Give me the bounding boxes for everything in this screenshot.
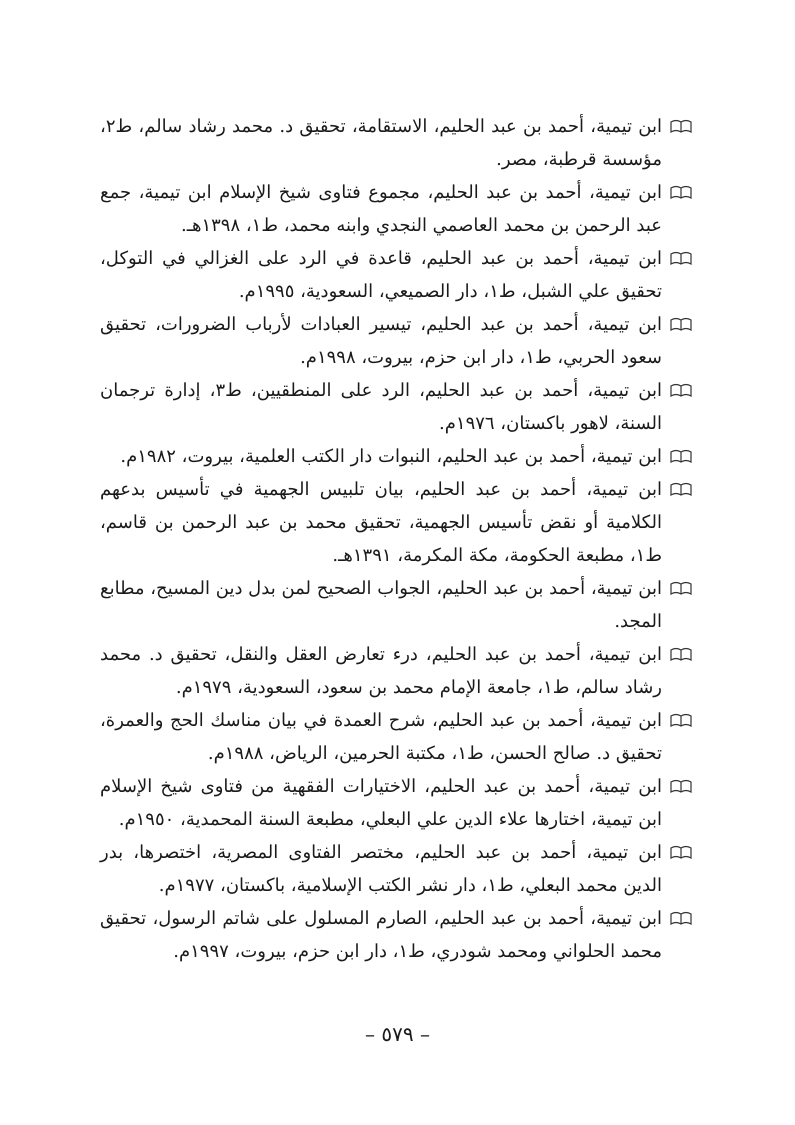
reference-text: ابن تيمية، أحمد بن عبد الحليم، الاستقامة، تحقيق د. محمد رشاد سالم، ط٢، مؤسسة قرطبة، مصر. — [100, 116, 662, 170]
reference-text: ابن تيمية، أحمد بن عبد الحليم، تيسير العبادات لأرباب الضرورات، تحقيق سعود الحربي، ط١، دار ابن حزم، بيروت، ١٩٩٨م. — [100, 314, 662, 368]
open-book-icon — [670, 482, 692, 496]
reference-entry — [100, 242, 692, 308]
reference-text: ابن تيمية، أحمد بن عبد الحليم، بيان تلبيس الجهمية في تأسيس بدعهم الكلامية أو نقض تأسيس الجهمية، تحقيق محمد بن عبد الرحمن بن قاسم، ط١، مطبعة الحكومة، مكة المكرمة، ١٣٩١هـ. — [100, 479, 662, 566]
reference-text: ابن تيمية، أحمد بن عبد الحليم، الجواب الصحيح لمن بدل دين المسيح، مطابع المجد. — [100, 578, 662, 632]
open-book-icon — [670, 845, 692, 859]
reference-entry — [100, 374, 692, 440]
open-book-icon — [670, 779, 692, 793]
reference-entry — [100, 836, 692, 902]
reference-text: ابن تيمية، أحمد بن عبد الحليم، درء تعارض العقل والنقل، تحقيق د. محمد رشاد سالم، ط١، جامعة الإمام محمد بن سعود، السعودية، ١٩٧٩م. — [100, 644, 662, 698]
reference-entry — [100, 704, 692, 770]
open-book-icon — [670, 317, 692, 331]
open-book-icon — [670, 185, 692, 199]
reference-text: ابن تيمية، أحمد بن عبد الحليم، شرح العمدة في بيان مناسك الحج والعمرة، تحقيق د. صالح الحسن، ط١، مكتبة الحرمين، الرياض، ١٩٨٨م. — [100, 710, 662, 764]
open-book-icon — [670, 383, 692, 397]
reference-text: ابن تيمية، أحمد بن عبد الحليم، الرد على المنطقيين، ط٣، إدارة ترجمان السنة، لاهور باكستان، ١٩٧٦م. — [100, 380, 662, 434]
reference-entry — [100, 473, 692, 572]
reference-text: ابن تيمية، أحمد بن عبد الحليم، الصارم المسلول على شاتم الرسول، تحقيق محمد الحلواني ومحمد شودري، ط١، دار ابن حزم، بيروت، ١٩٩٧م. — [100, 908, 662, 962]
open-book-icon — [670, 647, 692, 661]
open-book-icon — [670, 713, 692, 727]
reference-text: ابن تيمية، أحمد بن عبد الحليم، الاختيارات الفقهية من فتاوى شيخ الإسلام ابن تيمية، اختارها علاء الدين علي البعلي، مطبعة السنة المحمدية، ١٩٥٠م. — [100, 776, 662, 830]
open-book-icon — [670, 251, 692, 265]
references-list — [100, 110, 692, 968]
open-book-icon — [670, 911, 692, 925]
open-book-icon — [670, 119, 692, 133]
open-book-icon — [670, 581, 692, 595]
page-number: – ٥٧٩ – — [365, 1022, 430, 1046]
reference-entry — [100, 440, 692, 473]
reference-text: ابن تيمية، أحمد بن عبد الحليم، مختصر الفتاوى المصرية، اختصرها، بدر الدين محمد البعلي، ط١، دار نشر الكتب الإسلامية، باكستان، ١٩٧٧م. — [100, 842, 662, 896]
open-book-icon — [670, 449, 692, 463]
reference-entry — [100, 110, 692, 176]
reference-entry — [100, 572, 692, 638]
reference-entry — [100, 176, 692, 242]
reference-text: ابن تيمية، أحمد بن عبد الحليم، قاعدة في الرد على الغزالي في التوكل، تحقيق علي الشبل، ط١، دار الصميعي، السعودية، ١٩٩٥م. — [100, 248, 662, 302]
reference-entry — [100, 770, 692, 836]
reference-text: ابن تيمية، أحمد بن عبد الحليم، النبوات دار الكتب العلمية، بيروت، ١٩٨٢م. — [120, 446, 662, 467]
reference-text: ابن تيمية، أحمد بن عبد الحليم، مجموع فتاوى شيخ الإسلام ابن تيمية، جمع عبد الرحمن بن محمد العاصمي النجدي وابنه محمد، ط١، ١٣٩٨هـ. — [100, 182, 662, 236]
reference-entry — [100, 638, 692, 704]
reference-entry — [100, 308, 692, 374]
reference-entry — [100, 902, 692, 968]
